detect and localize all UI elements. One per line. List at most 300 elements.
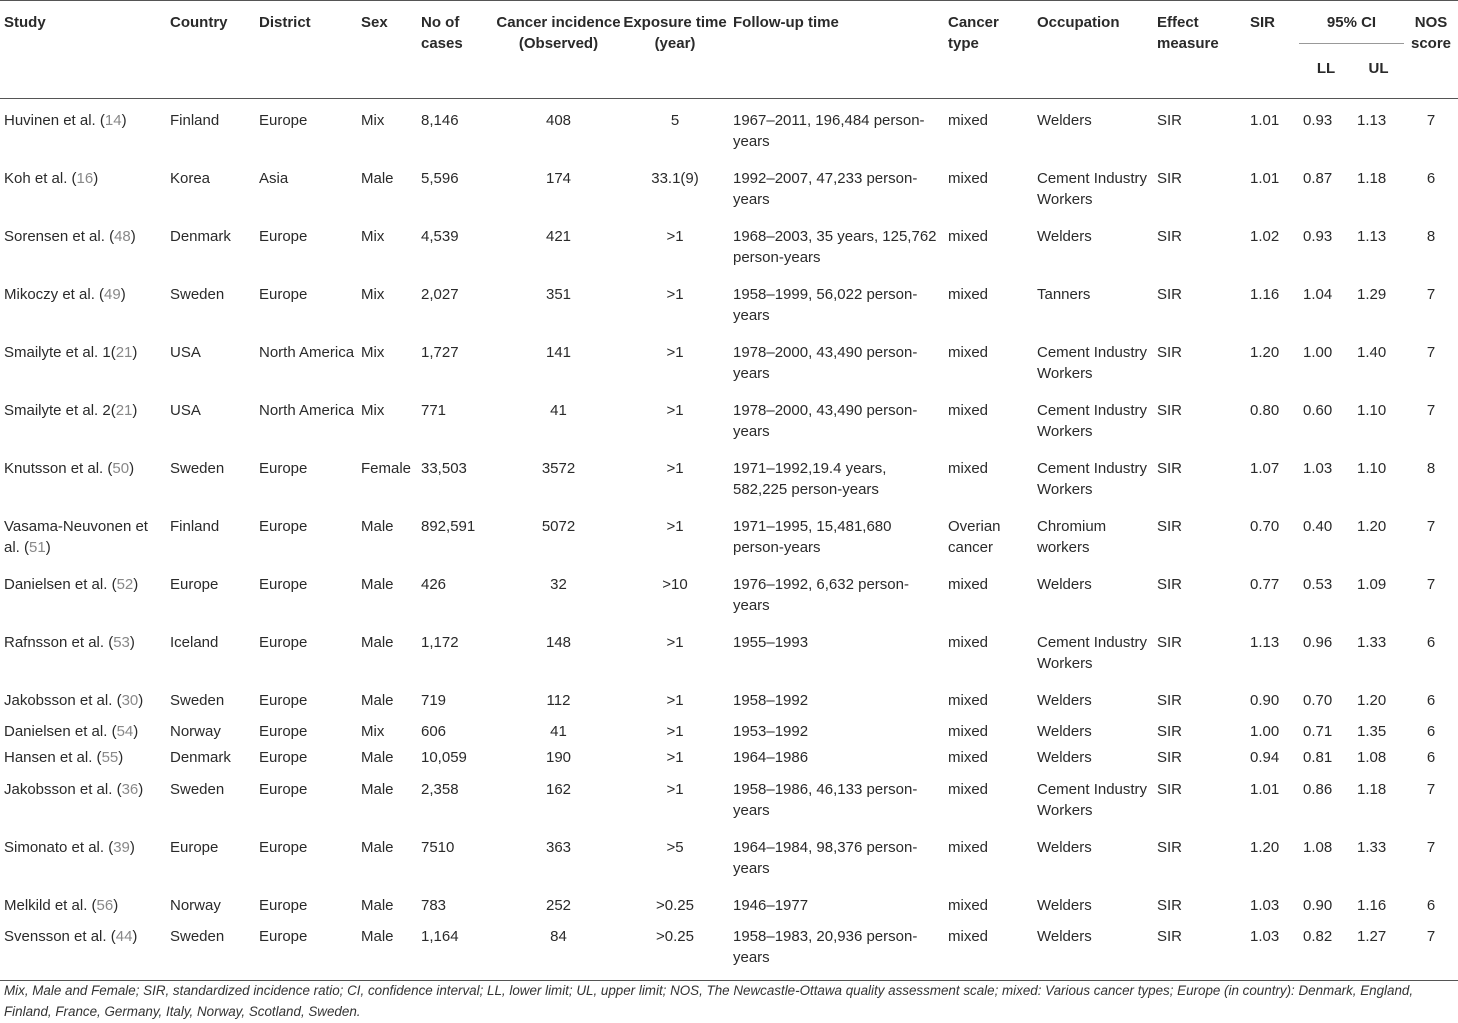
- reference-link[interactable]: 50: [112, 460, 130, 477]
- reference-close: ): [138, 692, 144, 709]
- cell-occupation: Welders: [1037, 228, 1092, 245]
- reference-link[interactable]: 14: [104, 112, 122, 129]
- table-row: [0, 389, 1458, 447]
- cell-occupation: Cement Industry Workers: [1037, 402, 1148, 440]
- cell-occupation: Welders: [1037, 723, 1092, 740]
- cell-district: North America: [259, 344, 355, 361]
- cell-effect-measure: SIR: [1157, 286, 1183, 303]
- cell-cancer-incidence: 363: [545, 839, 572, 856]
- table-row: [0, 679, 1458, 716]
- cell-ll: 0.81: [1303, 749, 1333, 766]
- cell-sir: 1.13: [1250, 634, 1280, 651]
- cell-district: Europe: [259, 286, 308, 303]
- cell-no-cases: 33,503: [421, 460, 467, 477]
- cell-sir: 0.70: [1250, 518, 1280, 535]
- cell-sex: Male: [361, 634, 394, 651]
- cell-effect-measure: SIR: [1157, 402, 1183, 419]
- cell-effect-measure: SIR: [1157, 344, 1183, 361]
- cell-effect-measure: SIR: [1157, 460, 1183, 477]
- cell-district: Europe: [259, 460, 308, 477]
- cell-occupation: Welders: [1037, 839, 1092, 856]
- cell-follow-up: 1971–1992,19.4 years, 582,225 person-years: [733, 460, 887, 498]
- table-body: [0, 99, 1458, 981]
- cell-ll: 0.82: [1299, 921, 1353, 981]
- cell-cancer-incidence: 84: [496, 921, 621, 981]
- cell-nos-score: 6: [1426, 634, 1436, 651]
- cell-occupation: Welders: [1037, 692, 1092, 709]
- cell-study: [0, 505, 166, 563]
- cell-study: [0, 742, 166, 768]
- cell-sex: Male: [361, 576, 394, 593]
- reference-close: ): [132, 344, 138, 361]
- study-name: Simonato et al. (: [4, 839, 114, 856]
- cell-follow-up: 1978–2000, 43,490 person-years: [733, 344, 918, 382]
- cell-cancer-incidence: 148: [545, 634, 572, 651]
- cell-exposure-time: >1: [666, 781, 684, 798]
- cell-effect-measure: SIR: [1157, 170, 1183, 187]
- header-country: Country: [166, 1, 255, 99]
- cell-study: [0, 563, 166, 621]
- cell-nos-score: 8: [1426, 228, 1436, 245]
- study-name: Smailyte et al. 1(: [4, 344, 116, 361]
- reference-close: ): [93, 170, 99, 187]
- cell-nos-score: 6: [1426, 723, 1436, 740]
- cell-follow-up: 1968–2003, 35 years, 125,762 person-years: [733, 228, 937, 266]
- cell-sex: Mix: [361, 286, 385, 303]
- cell-follow-up: 1978–2000, 43,490 person-years: [733, 402, 918, 440]
- cell-ul: 1.10: [1357, 460, 1387, 477]
- cell-no-cases: 783: [421, 897, 447, 914]
- header-no-cases: No of cases: [417, 1, 496, 99]
- reference-close: ): [129, 634, 135, 651]
- cell-sir: 1.00: [1250, 723, 1280, 740]
- study-name: Melkild et al. (: [4, 897, 97, 914]
- cell-cancer-type: mixed: [948, 170, 989, 187]
- cell-country: Sweden: [170, 692, 225, 709]
- cell-sir: 0.90: [1250, 692, 1280, 709]
- reference-close: ): [45, 539, 51, 556]
- cell-sex: Male: [361, 518, 394, 535]
- cell-cancer-incidence: 32: [550, 576, 567, 593]
- ci-divider: [1299, 43, 1404, 44]
- cell-ul: 1.10: [1357, 402, 1387, 419]
- cell-cancer-incidence: 41: [550, 402, 567, 419]
- cell-exposure-time: >1: [666, 402, 684, 419]
- cell-ll: 0.93: [1303, 112, 1333, 129]
- cell-effect-measure: SIR: [1157, 634, 1183, 651]
- header-ci: [1299, 1, 1404, 55]
- cell-sex: Mix: [361, 344, 385, 361]
- cell-cancer-type: mixed: [948, 692, 989, 709]
- header-district: District: [255, 1, 357, 99]
- cell-effect-measure: SIR: [1157, 112, 1183, 129]
- reference-close: ): [118, 749, 124, 766]
- cell-cancer-incidence: 162: [545, 781, 572, 798]
- study-name: Huvinen et al. (: [4, 112, 105, 129]
- cell-country: Denmark: [170, 749, 231, 766]
- cell-country: USA: [170, 402, 201, 419]
- cell-country: Europe: [170, 839, 219, 856]
- cell-ul: 1.13: [1357, 112, 1387, 129]
- cell-exposure-time: 5: [670, 112, 680, 129]
- cell-effect-measure: SIR: [1157, 518, 1183, 535]
- cell-sir: 1.01: [1250, 112, 1280, 129]
- cell-occupation: Cement Industry Workers: [1037, 460, 1148, 498]
- cell-sir: 1.01: [1250, 170, 1280, 187]
- header-study: Study: [0, 1, 166, 99]
- cell-follow-up: 1971–1995, 15,481,680 person-years: [733, 518, 892, 556]
- reference-link[interactable]: 51: [29, 539, 46, 556]
- table-row: [0, 273, 1458, 331]
- table-row: [0, 331, 1458, 389]
- cell-exposure-time: >1: [666, 344, 684, 361]
- cell-ll: 0.40: [1303, 518, 1333, 535]
- cell-occupation: Welders: [1037, 576, 1092, 593]
- cell-effect-measure: SIR: [1157, 839, 1183, 856]
- cell-follow-up: 1958–1999, 56,022 person-years: [733, 286, 918, 324]
- reference-link[interactable]: 39: [113, 839, 130, 856]
- cell-cancer-type: mixed: [948, 723, 989, 740]
- cell-nos-score: 6: [1426, 897, 1436, 914]
- cell-cancer-incidence: 408: [545, 112, 572, 129]
- table-row: [0, 215, 1458, 273]
- reference-link[interactable]: 49: [104, 286, 121, 303]
- cell-nos-score: 7: [1426, 402, 1436, 419]
- cell-district: Europe: [259, 723, 308, 740]
- header-sir: SIR: [1246, 1, 1299, 99]
- cell-country: Sweden: [170, 781, 225, 798]
- reference-close: ): [132, 928, 138, 945]
- cell-sir: 1.07: [1250, 460, 1280, 477]
- reference-close: ): [130, 228, 136, 245]
- cell-cancer-incidence: 112: [546, 692, 571, 709]
- study-name: Sorensen et al. (: [4, 228, 115, 245]
- cell-study: [0, 679, 166, 716]
- cell-sex: Male: [361, 170, 394, 187]
- cell-study: [0, 716, 166, 742]
- cell-ll: 0.87: [1303, 170, 1333, 187]
- reference-link[interactable]: 21: [115, 344, 133, 361]
- cell-sex: Female: [361, 460, 412, 477]
- cell-district: North America: [259, 402, 355, 419]
- cell-study: [0, 215, 166, 273]
- cell-sir: 0.77: [1250, 576, 1280, 593]
- cell-sir: 1.16: [1250, 286, 1280, 303]
- cell-study: [0, 826, 166, 884]
- cell-follow-up: 1953–1992: [733, 723, 809, 740]
- cell-ll: 0.93: [1303, 228, 1333, 245]
- cell-cancer-type: Overian cancer: [948, 518, 1001, 556]
- cell-sir: 1.03: [1246, 921, 1299, 981]
- cell-ul: 1.18: [1357, 170, 1387, 187]
- reference-close: ): [113, 897, 119, 914]
- cell-district: Europe: [259, 634, 308, 651]
- cell-cancer-type: mixed: [944, 921, 1033, 981]
- cell-ul: 1.33: [1357, 839, 1387, 856]
- cell-nos-score: 6: [1426, 749, 1436, 766]
- cell-district: Europe: [259, 692, 308, 709]
- table-row: [0, 742, 1458, 768]
- cell-ul: 1.20: [1357, 518, 1387, 535]
- cell-cancer-type: mixed: [948, 634, 989, 651]
- header-occupation: Occupation: [1033, 1, 1153, 99]
- cell-effect-measure: SIR: [1157, 749, 1183, 766]
- cell-cancer-incidence: 421: [545, 228, 572, 245]
- cell-district: Europe: [259, 112, 308, 129]
- cell-country: USA: [170, 344, 201, 361]
- header-ci-label: 95% CI: [1326, 14, 1377, 31]
- cell-nos-score: 7: [1426, 112, 1436, 129]
- cell-sir: 0.80: [1250, 402, 1280, 419]
- table-row: [0, 826, 1458, 884]
- cell-country: Sweden: [166, 921, 255, 981]
- cell-occupation: Cement Industry Workers: [1037, 170, 1148, 208]
- table-row: [0, 99, 1458, 158]
- cell-sir: 1.02: [1250, 228, 1280, 245]
- cell-ul: 1.35: [1357, 723, 1387, 740]
- cell-ll: 0.90: [1303, 897, 1333, 914]
- reference-close: ): [121, 112, 127, 129]
- cell-follow-up: 1958–1983, 20,936 person-years: [729, 921, 944, 981]
- cell-nos-score: 7: [1426, 781, 1436, 798]
- cell-country: Sweden: [170, 460, 225, 477]
- study-name: Danielsen et al. (: [4, 576, 117, 593]
- cell-effect-measure: SIR: [1157, 781, 1183, 798]
- cell-cancer-incidence: 190: [545, 749, 572, 766]
- cell-cancer-type: mixed: [948, 576, 989, 593]
- cell-study: [0, 331, 166, 389]
- cell-country: Finland: [170, 518, 220, 535]
- cell-effect-measure: SIR: [1157, 228, 1183, 245]
- cell-sex: Mix: [361, 112, 385, 129]
- cell-country: Europe: [170, 576, 219, 593]
- cell-occupation: Welders: [1033, 921, 1153, 981]
- cell-ll: 1.08: [1303, 839, 1333, 856]
- cell-study: [0, 621, 166, 679]
- reference-link[interactable]: 36: [121, 781, 139, 798]
- cell-no-cases: 4,539: [421, 228, 459, 245]
- cell-nos-score: 7: [1426, 839, 1436, 856]
- reference-link[interactable]: 55: [101, 749, 119, 766]
- cell-exposure-time: >1: [666, 286, 684, 303]
- cell-sex: Mix: [361, 723, 385, 740]
- table-row: [0, 716, 1458, 742]
- cell-ll: 0.70: [1303, 692, 1333, 709]
- cell-follow-up: 1958–1986, 46,133 person-years: [733, 781, 918, 819]
- cell-ul: 1.08: [1357, 749, 1387, 766]
- cell-sir: 1.20: [1250, 344, 1280, 361]
- cell-occupation: Welders: [1037, 897, 1092, 914]
- cell-country: Korea: [170, 170, 211, 187]
- reference-close: ): [129, 460, 135, 477]
- reference-link[interactable]: 44: [115, 928, 133, 945]
- cell-no-cases: 1,164: [417, 921, 496, 981]
- cell-follow-up: 1955–1993: [733, 634, 809, 651]
- cell-sex: Male: [361, 781, 394, 798]
- table-row: [0, 921, 1458, 981]
- cell-no-cases: 8,146: [421, 112, 459, 129]
- study-name: Mikoczy et al. (: [4, 286, 105, 303]
- reference-close: ): [138, 781, 144, 798]
- cell-study: [0, 273, 166, 331]
- study-name: Jakobsson et al. (: [4, 781, 122, 798]
- cell-nos-score: 7: [1404, 921, 1458, 981]
- cell-no-cases: 1,172: [421, 634, 459, 651]
- header-exposure-time: Exposure time (year): [621, 1, 729, 99]
- reference-link[interactable]: 16: [76, 170, 94, 187]
- cell-ll: 0.60: [1303, 402, 1333, 419]
- cell-follow-up: 1958–1992: [733, 692, 809, 709]
- cell-sex: Male: [357, 921, 417, 981]
- cell-exposure-time: 33.1(9): [651, 170, 699, 187]
- cell-district: Europe: [259, 781, 308, 798]
- cell-study: [0, 884, 166, 921]
- cell-exposure-time: >5: [666, 839, 684, 856]
- cell-cancer-incidence: 41: [550, 723, 567, 740]
- cell-district: Europe: [259, 228, 308, 245]
- reference-link[interactable]: 30: [121, 692, 139, 709]
- table-footnote: Mix, Male and Female; SIR, standardized incidence ratio; CI, confidence interval; LL, lower limit; UL, upper limit; NOS, The Newcastle-Ottawa quality assessment scale; mixed: Various cancer types; Europe (in country): Denmark, England, Finland, France, Germany, Italy, Norway, Scotland, Sweden.: [4, 983, 1414, 1019]
- cell-district: Europe: [259, 839, 308, 856]
- cell-district: Europe: [259, 518, 308, 535]
- cell-no-cases: 7510: [421, 839, 455, 856]
- cell-cancer-incidence: 5072: [541, 518, 576, 535]
- cell-effect-measure: SIR: [1157, 723, 1183, 740]
- cell-ul: 1.40: [1357, 344, 1387, 361]
- cell-no-cases: 1,727: [421, 344, 459, 361]
- cell-ll: 1.03: [1303, 460, 1333, 477]
- cell-ll: 1.04: [1303, 286, 1333, 303]
- study-name: Jakobsson et al. (: [4, 692, 122, 709]
- reference-link[interactable]: 48: [114, 228, 131, 245]
- header-cancer-incidence: Cancer incidence (Observed): [496, 1, 621, 99]
- cell-follow-up: 1964–1986: [733, 749, 809, 766]
- cell-no-cases: 719: [421, 692, 447, 709]
- cell-study: [0, 447, 166, 505]
- cell-exposure-time: >1: [666, 723, 684, 740]
- study-name: Knutsson et al. (: [4, 460, 113, 477]
- reference-link[interactable]: 54: [116, 723, 134, 740]
- cell-effect-measure: SIR: [1153, 921, 1246, 981]
- reference-close: ): [132, 402, 138, 419]
- study-name: Koh et al. (: [4, 170, 77, 187]
- cell-occupation: Cement Industry Workers: [1037, 634, 1148, 672]
- reference-link[interactable]: 56: [96, 897, 114, 914]
- cell-no-cases: 892,591: [421, 518, 476, 535]
- cell-country: Sweden: [170, 286, 225, 303]
- table-row: [0, 505, 1458, 563]
- cell-ul: 1.18: [1357, 781, 1387, 798]
- cell-cancer-incidence: 351: [545, 286, 572, 303]
- cell-exposure-time: >1: [666, 518, 684, 535]
- reference-link[interactable]: 52: [116, 576, 134, 593]
- cell-sir: 0.94: [1250, 749, 1280, 766]
- cell-sir: 1.01: [1250, 781, 1280, 798]
- cell-study: [0, 389, 166, 447]
- cell-sex: Male: [361, 897, 394, 914]
- cell-exposure-time: >1: [666, 228, 684, 245]
- cell-nos-score: 6: [1426, 170, 1436, 187]
- cell-no-cases: 426: [421, 576, 447, 593]
- cell-nos-score: 8: [1426, 460, 1436, 477]
- cell-no-cases: 5,596: [421, 170, 459, 187]
- cell-follow-up: 1946–1977: [733, 897, 809, 914]
- cell-sir: 1.20: [1250, 839, 1280, 856]
- cell-cancer-type: mixed: [948, 460, 989, 477]
- cell-district: Europe: [259, 749, 308, 766]
- cell-ul: 1.27: [1353, 921, 1404, 981]
- cell-country: Iceland: [170, 634, 219, 651]
- cell-ll: 0.53: [1303, 576, 1333, 593]
- cell-country: Norway: [170, 897, 221, 914]
- cell-ul: 1.33: [1357, 634, 1387, 651]
- cell-cancer-type: mixed: [948, 344, 989, 361]
- cell-occupation: Welders: [1037, 112, 1092, 129]
- cell-study: [0, 768, 166, 826]
- cell-exposure-time: >0.25: [656, 897, 694, 914]
- reference-link[interactable]: 53: [113, 634, 130, 651]
- cell-study: [0, 99, 166, 158]
- cell-cancer-type: mixed: [948, 781, 989, 798]
- table-row: [0, 621, 1458, 679]
- cell-ul: 1.20: [1357, 692, 1387, 709]
- cell-country: Norway: [170, 723, 221, 740]
- cell-no-cases: 771: [421, 402, 447, 419]
- cell-country: Denmark: [170, 228, 231, 245]
- cell-ul: 1.16: [1357, 897, 1387, 914]
- cell-nos-score: 7: [1426, 576, 1436, 593]
- cell-ul: 1.13: [1357, 228, 1387, 245]
- cell-cancer-type: mixed: [948, 839, 989, 856]
- study-name: Danielsen et al. (: [4, 723, 117, 740]
- cell-effect-measure: SIR: [1157, 692, 1183, 709]
- cell-cancer-type: mixed: [948, 897, 989, 914]
- table-row: [0, 447, 1458, 505]
- cell-district: Asia: [259, 170, 289, 187]
- reference-close: ): [120, 286, 126, 303]
- cell-follow-up: 1992–2007, 47,233 person-years: [733, 170, 918, 208]
- cell-ll: 1.00: [1303, 344, 1333, 361]
- cell-nos-score: 6: [1426, 692, 1436, 709]
- cell-cancer-type: mixed: [948, 402, 989, 419]
- header-ul: UL: [1353, 54, 1404, 99]
- reference-close: ): [133, 576, 139, 593]
- cell-sir: 1.03: [1250, 897, 1280, 914]
- cell-cancer-type: mixed: [948, 112, 989, 129]
- cell-sex: Mix: [361, 228, 385, 245]
- cell-follow-up: 1964–1984, 98,376 person-years: [733, 839, 918, 877]
- cell-exposure-time: >1: [666, 634, 684, 651]
- cell-nos-score: 7: [1426, 344, 1436, 361]
- table-row: [0, 884, 1458, 921]
- cell-cancer-incidence: 252: [545, 897, 572, 914]
- cell-nos-score: 7: [1426, 518, 1436, 535]
- cell-ll: 0.96: [1303, 634, 1333, 651]
- cell-exposure-time: >1: [666, 749, 684, 766]
- reference-link[interactable]: 21: [115, 402, 133, 419]
- header-effect-measure: Effect measure: [1153, 1, 1246, 99]
- cell-occupation: Cement Industry Workers: [1037, 781, 1148, 819]
- cell-exposure-time: >0.25: [621, 921, 729, 981]
- reference-close: ): [133, 723, 139, 740]
- header-ll: LL: [1299, 54, 1353, 99]
- cell-ll: 0.86: [1303, 781, 1333, 798]
- cell-occupation: Chromium workers: [1037, 518, 1107, 556]
- cell-effect-measure: SIR: [1157, 576, 1183, 593]
- cell-ul: 1.29: [1357, 286, 1387, 303]
- table-row: [0, 768, 1458, 826]
- cell-cancer-type: mixed: [948, 749, 989, 766]
